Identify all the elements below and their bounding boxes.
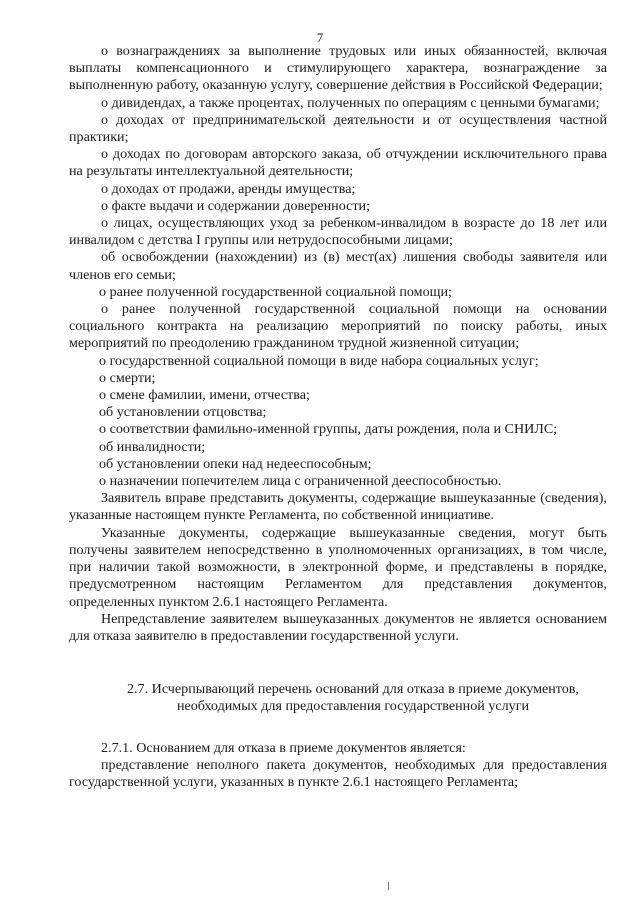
- paragraph-property-income: о доходах от продажи, аренды имущества;: [101, 180, 356, 197]
- paragraph-applicant-right: Заявитель вправе представить документы, содержащие вышеуказанные (сведения), указанные настоящем пункте Регламента, по собственной инициативе.: [69, 490, 607, 524]
- paragraph-dividends: о дивидендах, а также процентах, полученных по операциям с ценными бумагами;: [101, 94, 600, 111]
- paragraph-documents-obtained: Указанные документы, содержащие вышеуказанные сведения, могут быть получены заявителем непосредственно в уполномоченных организациях, в том числе, при наличии такой возможности, в электронной форме, и представлены в порядке, предусмотренном настоящим Регламентом для представления документов, определенных пунктом 2.6.1 настоящего Регламента.: [69, 524, 607, 610]
- paragraph-name-change: о смене фамилии, имени, отчества;: [99, 387, 310, 404]
- paragraph-remuneration: о вознаграждениях за выполнение трудовых или иных обязанностей, включая выплаты компенсационного и стимулирующего характера, вознаграждение за выполненную работу, оказанную услугу, совершение действия в Российской Федерации;: [69, 43, 607, 94]
- paragraph-power-of-attorney: о факте выдачи и содержании доверенности;: [101, 197, 370, 214]
- paragraph-guardianship: об установлении опеки над недееспособным;: [99, 455, 372, 472]
- paragraph-social-contract: о ранее полученной государственной социальной помощи на основании социального контракта на реализацию мероприятий по поиску работы, иных мероприятий по преодолению гражданином трудной жизненной ситуации;: [69, 301, 607, 352]
- paragraph-social-services-set: о государственной социальной помощи в виде набора социальных услуг;: [99, 352, 539, 369]
- paragraph-non-submission: Непредставление заявителем вышеуказанных документов не является основанием для отказа заявителю в предоставлении государственной услуги.: [69, 610, 607, 644]
- paragraph-snils-match: о соответствии фамильно-именной группы, даты рождения, пола и СНИЛС;: [99, 421, 558, 438]
- document-body: [69, 43, 607, 791]
- paragraph-disability: об инвалидности;: [99, 438, 206, 455]
- paragraph-author-contracts: о доходах по договорам авторского заказа, об отчуждении исключительного права на результаты интеллектуальной деятельности;: [69, 146, 607, 180]
- sub-heading-2-7-1: 2.7.1. Основанием для отказа в приеме документов является:: [101, 739, 466, 756]
- paragraph-incomplete-package: представление неполного пакета документов, необходимых для предоставления государственной услуги, указанных в пункте 2.6.1 настоящего Регламента;: [69, 756, 607, 790]
- section-heading-line-1: 2.7. Исчерпывающий перечень оснований для отказа в приеме документов,: [126, 681, 579, 698]
- section-heading-line-2: необходимых для предоставления государственной услуги: [176, 698, 530, 715]
- scan-mark: [388, 882, 389, 890]
- paragraph-death: о смерти;: [99, 369, 156, 386]
- paragraph-paternity: об установлении отцовства;: [99, 404, 267, 421]
- section-heading: [69, 681, 607, 715]
- paragraph-caregivers: о лицах, осуществляющих уход за ребенком-инвалидом в возрасте до 18 лет или инвалидом с детства I группы или нетрудоспособными лицами;: [69, 215, 607, 249]
- paragraph-release-from-prison: об освобождении (нахождении) из (в) мест(ах) лишения свободы заявителя или членов его семьи;: [69, 249, 607, 283]
- paragraph-business-income: о доходах от предпринимательской деятельности и от осуществления частной практики;: [69, 111, 607, 146]
- paragraph-prior-social-aid: о ранее полученной государственной социальной помощи;: [99, 283, 452, 300]
- page-number: 7: [316, 30, 324, 45]
- paragraph-trustee: о назначении попечителем лица с ограниченной дееспособностью.: [99, 473, 502, 490]
